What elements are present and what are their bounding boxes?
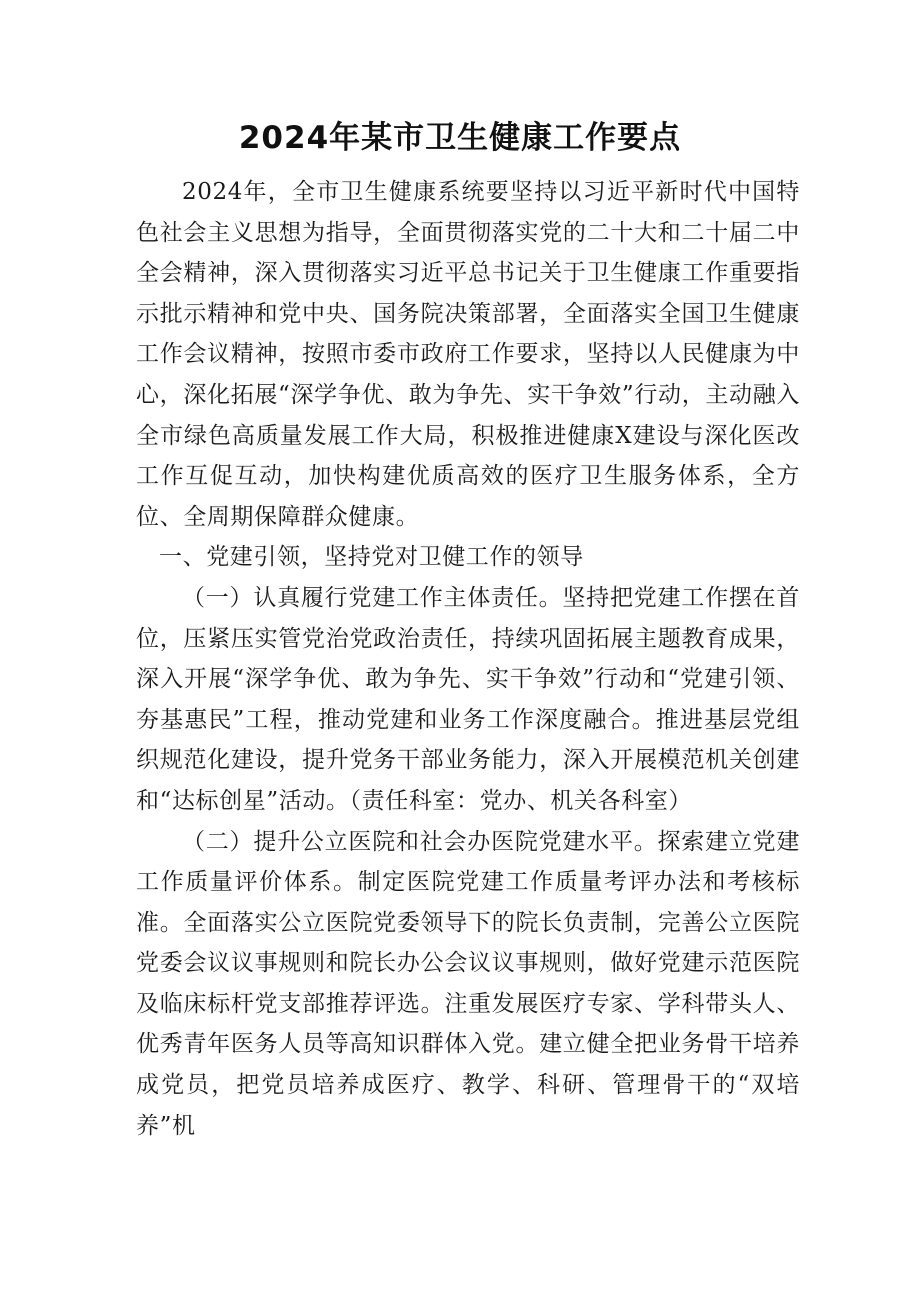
document-title: 2024年某市卫生健康工作要点 [238, 120, 682, 156]
section-heading: 一、党建引领，坚持党对卫健工作的领导 [159, 544, 584, 571]
document-body [136, 172, 800, 1146]
item-paragraph-1: （一）认真履行党建工作主体责任。坚持把党建工作摆在首位，压紧压实管党治党政治责任，持续巩固拓展主题教育成果，深入开展“深学争优、敢为争先、实干争效”行动和“党建引领、夯基惠民”工程，推动党建和业务工作深度融合。推进基层党组织规范化建设，提升党务干部业务能力，深入开展模范机关创建和“达标创星”活动。（责任科室：党办、机关各科室） [136, 584, 800, 814]
item-paragraph-2: （二）提升公立医院和社会办医院党建水平。探索建立党建工作质量评价体系。制定医院党建工作质量考评办法和考核标准。全面落实公立医院党委领导下的院长负责制，完善公立医院党委会议议事规则和院长办公会议议事规则，做好党建示范医院及临床标杆党支部推荐评选。注重发展医疗专家、学科带头人、优秀青年医务人员等高知识群体入党。建立健全把业务骨干培养成党员，把党员培养成医疗、教学、科研、管理骨干的“双培养”机 [136, 828, 800, 1139]
intro-paragraph: 2024年，全市卫生健康系统要坚持以习近平新时代中国特色社会主义思想为指导，全面贯彻落实党的二十大和二十届二中全会精神，深入贯彻落实习近平总书记关于卫生健康工作重要指示批示精神和党中央、国务院决策部署，全面落实全国卫生健康工作会议精神，按照市委市政府工作要求，坚持以人民健康为中心，深化拓展“深学争优、敢为争先、实干争效”行动，主动融入全市绿色高质量发展工作大局，积极推进健康X建设与深化医改工作互促互动，加快构建优质高效的医疗卫生服务体系，全方位、全周期保障群众健康。 [136, 179, 800, 530]
